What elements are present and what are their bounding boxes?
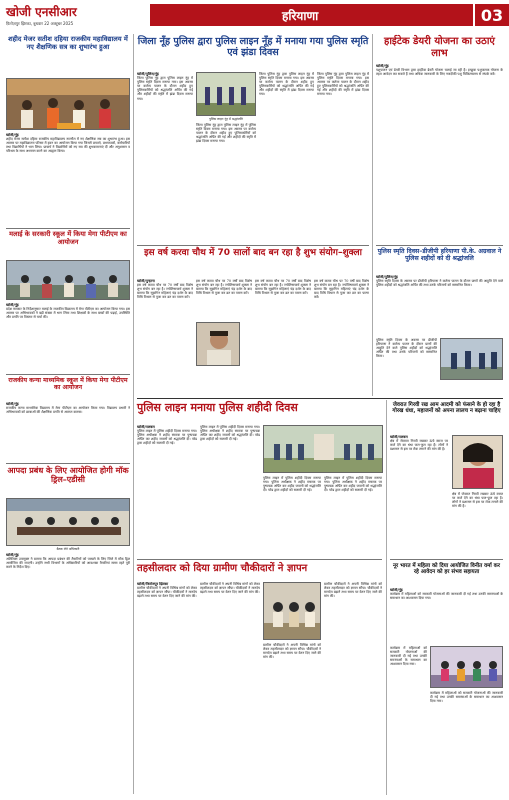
meeting-photo [7,499,130,546]
story6-dateline: खोजी/नूंह [376,64,389,68]
divider [137,398,503,399]
story5-column-3 [259,72,314,242]
ceremony-photo [7,79,130,130]
story11-headline: तहसीलदार को दिया ग्रामीण चौकीदारों ने ज्ञापन [137,563,308,574]
divider [390,559,503,560]
story3-headline: राजकीय कन्या माध्यमिक स्कूल में किया मेगा पीटीएम का आयोजन [8,377,128,392]
story1-column [6,133,130,225]
column-divider [372,34,373,396]
story11-body: ग्रामीण चौकीदारों ने अपनी विभिन्न मांगों को लेकर तहसीलदार को ज्ञापन सौंपा। चौकीदारों ने मानदेय बढ़ाने तथा समय पर वेतन दिए जाने की मांग की। [137,586,197,599]
story12-body-cont: कार्यक्रम में महिलाओं को सरकारी योजनाओं की जानकारी दी गई तथा उनकी समस्याओं के समाधान का आश्वासन दिया गया। [390,646,427,667]
story4-column [6,553,130,793]
story9-dateline: खोजी/पलवल [137,425,155,429]
divider [137,559,382,560]
story12-body: कार्यक्रम में महिलाओं को सरकारी योजनाओं की जानकारी दी गई तथा उनकी समस्याओं के समाधान का आश्वासन दिया गया। [390,592,503,601]
story11-column-2 [200,582,260,794]
story6-column [376,64,503,242]
story9-column-4 [324,476,382,555]
story9-body: पुलिस लाइन में पुलिस शहीदी दिवस मनाया गया। पुलिस अधीक्षक ने शहीद स्मारक पर पुष्पचक्र अर्पित कर शहीद जवानों को श्रद्धांजलि दी। परेड द्वारा शहीदों को सलामी दी गई। [137,429,197,446]
story8-dateline: खोजी/पुलिस/नूंह [376,275,398,279]
story10-column [390,435,448,555]
story11-column-4 [324,582,382,794]
story10-headline: जेवरात गिरवी रख आम आदमी को फंसाने के हो रहा है गोरख धंधा, महाजनों को अपना लालच न बढ़ाना चाहिए [392,402,501,415]
story10-column-2 [452,492,503,555]
story2-dateline: खोजी/नूंह [6,303,19,307]
story5-caption: पुलिस लाइन नूंह में श्रद्धांजलि [209,117,243,121]
story6-body: पशुपालन एवं डेयरी विभाग द्वारा हाईटेक डेयरी योजना चलाई जा रही है। इच्छुक पशुपालक योजना के तहत आवेदन कर सकते हैं तथा अधिक जानकारी के लिए नजदीकी पशु चिकित्सालय से संपर्क करें। [376,68,503,77]
story5-body: जिला पुलिस नूंह द्वारा पुलिस लाइन नूंह में पुलिस स्मृति दिवस मनाया गया। इस अवसर पर कर्तव्य पालन के दौरान शहीद हुए पुलिसकर्मियों को श्रद्धांजलि अर्पित की गई और शहीदों की स्मृति में झंडा दिवस मनाया गया। [137,76,193,101]
story8-body-cont: पुलिस स्मृति दिवस के अवसर पर डीजीपी हरियाणा ने कर्तव्य पालन के दौरान प्राणों की आहुति देने वाले पुलिस शहीदों को श्रद्धांजलि अर्पित की तथा उनके परिजनों को सम्मानित किया। [376,338,437,359]
story1-photo [6,78,130,130]
story10-body: क्षेत्र में जेवरात गिरवी रखकर ऊंचे ब्याज पर कर्ज देने का धंधा फल-फूल रहा है। लोगों ने प्रशासन से इस पर रोक लगाने की मांग की है। [390,439,448,452]
story11-dateline: खोजी/फिरोजपुर झिरका [137,582,169,586]
portrait-photo [197,323,240,366]
story4-caption: बैठक लेते अधिकारी [56,547,80,551]
story8-body: पुलिस स्मृति दिवस के अवसर पर डीजीपी हरियाणा ने कर्तव्य पालन के दौरान प्राणों की आहुति देने वाले पुलिस शहीदों को श्रद्धांजलि अर्पित की तथा उनके परिजनों को सम्मानित किया। [376,279,503,288]
story9-body-cont2: पुलिस लाइन में पुलिस शहीदी दिवस मनाया गया। पुलिस अधीक्षक ने शहीद स्मारक पर पुष्पचक्र अर्पित कर शहीद जवानों को श्रद्धांजलि दी। परेड द्वारा शहीदों को सलामी दी गई। [263,476,321,493]
story9-column-2 [200,425,260,555]
story9-column-1 [137,425,197,555]
story5-body-cont: जिला पुलिस नूंह द्वारा पुलिस लाइन नूंह में पुलिस स्मृति दिवस मनाया गया। इस अवसर पर कर्तव्य पालन के दौरान शहीद हुए पुलिसकर्मियों को श्रद्धांजलि अर्पित की गई और शहीदों की स्मृति में झंडा दिवस मनाया गया। [196,123,256,144]
story12-column-2 [390,646,427,794]
story9-photo [263,425,383,473]
story7-column-1 [137,279,193,394]
divider [6,374,130,375]
story4-photo [6,498,130,546]
story2-column [6,303,130,371]
dgp-tribute-photo [441,339,503,380]
column-divider [386,400,387,795]
page-number: 03 [475,4,509,26]
section-banner [150,4,473,26]
police-parade-photo [197,73,256,116]
story7-body-cont3: इस वर्ष करवा चौथ पर 70 वर्षों बाद विशेष शुभ संयोग बन रहा है। ज्योतिषाचार्य शुक्ला ने बताया कि सुहागिन महिलाएं चंद्र दर्शन के बाद विधि विधान से पूजा कर व्रत का पारण करें। [314,279,369,300]
story2-headline: मलाई के सरकारी स्कूल में किया मेगा पीटीएम का आयोजन [9,230,127,246]
divider [137,245,369,246]
story11-body-cont: ग्रामीण चौकीदारों ने अपनी विभिन्न मांगों को लेकर तहसीलदार को ज्ञापन सौंपा। चौकीदारों ने मानदेय बढ़ाने तथा समय पर वेतन दिए जाने की मांग की। [200,582,260,595]
masthead-left [0,0,150,30]
story5-body-cont3: जिला पुलिस नूंह द्वारा पुलिस लाइन नूंह में पुलिस स्मृति दिवस मनाया गया। इस अवसर पर कर्तव्य पालन के दौरान शहीद हुए पुलिसकर्मियों को श्रद्धांजलि अर्पित की गई और शहीदों की स्मृति में झंडा दिवस मनाया गया। [317,72,369,97]
story10-portrait [452,435,503,489]
story12-headline: नूर भारत में महिला को दिया आयोजित विनीत वर्मा कर रहे आवेदन को हर संभव सहायता [393,563,500,576]
story11-body-cont2: ग्रामीण चौकीदारों ने अपनी विभिन्न मांगों को लेकर तहसीलदार को ज्ञापन सौंपा। चौकीदारों ने मानदेय बढ़ाने तथा समय पर वेतन दिए जाने की मांग की। [263,643,321,660]
story5-column-4 [317,72,369,242]
story7-headline: इस वर्ष करवा चौथ में 70 सालों बाद बन रहा है शुभ संयोग–शुक्ला [144,248,362,258]
story5-headline: जिला नूँह पुलिस द्वारा पुलिस लाइन नूँह में मनाया गया पुलिस स्मृति एवं झंडा दिवस [137,36,369,59]
story9-body-cont3: पुलिस लाइन में पुलिस शहीदी दिवस मनाया गया। पुलिस अधीक्षक ने शहीद स्मारक पर पुष्पचक्र अर्पित कर शहीद जवानों को श्रद्धांजलि दी। परेड द्वारा शहीदों को सलामी दी गई। [324,476,382,493]
story12-column-3 [430,691,503,794]
story1-dateline: खोजी/नूंह [6,133,19,137]
story11-body-cont3: ग्रामीण चौकीदारों ने अपनी विभिन्न मांगों को लेकर तहसीलदार को ज्ञापन सौंपा। चौकीदारों ने मानदेय बढ़ाने तथा समय पर वेतन दिए जाने की मांग की। [324,582,382,599]
column-divider [133,34,134,794]
women-program-photo [431,647,503,688]
story11-column-3 [263,643,321,794]
story8-column-2 [376,338,437,394]
woman-portrait-photo [453,436,503,489]
story9-column-3 [263,476,321,555]
memorandum-photo [264,583,321,640]
story12-body-cont2: कार्यक्रम में महिलाओं को सरकारी योजनाओं की जानकारी दी गई तथा उनकी समस्याओं के समाधान का आश्वासन दिया गया। [430,691,503,704]
story1-body: शहीद मेजर सतीश दहिया राजकीय महाविद्यालय नारनौल में नए शैक्षणिक सत्र का शुभारंभ हुआ। इस अवसर पर महाविद्यालय परिसर में हवन का आयोजन किया गया जिसमें प्राचार्य, प्राध्यापकों, कर्मचारियों तथा विद्यार्थियों ने भाग लिया। प्राचार्य ने विद्यार्थियों को नए सत्र की शुभकामनाएं दीं और अनुशासन व परिश्रम के साथ अध्ययन करने का आह्वान किया। [6,137,130,154]
story5-column-1 [137,72,193,242]
story10-body-cont: क्षेत्र में जेवरात गिरवी रखकर ऊंचे ब्याज पर कर्ज देने का धंधा फल-फूल रहा है। लोगों ने प्रशासन से इस पर रोक लगाने की मांग की है। [452,492,503,509]
ptm-photo [7,261,130,300]
story4-dateline: खोजी/नूंह [6,553,19,557]
story8-headline: पुलिस स्मृति दिवस–डीजीपी हरियाणा पी.के. अग्रवाल ने पुलिस शहीदों को दी श्रद्धांजलि [377,248,502,263]
story8-column [376,275,503,335]
story6-headline: हाईटेक डेयरी योजना का उठाएं लाभ [384,36,495,59]
story11-column-1 [137,582,197,794]
story2-photo [6,260,130,300]
story7-body-cont2: इस वर्ष करवा चौथ पर 70 वर्षों बाद विशेष शुभ संयोग बन रहा है। ज्योतिषाचार्य शुक्ला ने बताया कि सुहागिन महिलाएं चंद्र दर्शन के बाद विधि विधान से पूजा कर व्रत का पारण करें। [255,279,311,296]
story1-headline: शहीद मेजर सतीश दहिया राजकीय महाविद्यालय में नए शैक्षणिक सत्र का शुभारंभ हुआ [8,35,128,51]
story11-photo [263,582,321,640]
story9-body-cont: पुलिस लाइन में पुलिस शहीदी दिवस मनाया गया। पुलिस अधीक्षक ने शहीद स्मारक पर पुष्पचक्र अर्पित कर शहीद जवानों को श्रद्धांजलि दी। परेड द्वारा शहीदों को सलामी दी गई। [200,425,260,442]
date-line: फ़िरोज़पुर झिरका, बुधवार 22 अक्टूबर 2025 [6,21,74,26]
story5-column-2 [196,123,256,242]
newspaper-logo: खोजी एनसीआर [6,5,77,19]
divider [6,228,130,229]
story3-column [6,402,130,460]
divider [376,245,503,246]
story7-portrait [196,322,240,366]
story12-dateline: खोजी/नूंह [390,588,403,592]
story9-headline: पुलिस लाइन मनाया पुलिस शहीदी दिवस [137,401,298,414]
story7-body: इस वर्ष करवा चौथ पर 70 वर्षों बाद विशेष शुभ संयोग बन रहा है। ज्योतिषाचार्य शुक्ला ने बताया कि सुहागिन महिलाएं चंद्र दर्शन के बाद विधि विधान से पूजा कर व्रत का पारण करें। [137,283,193,300]
story7-body-cont: इस वर्ष करवा चौथ पर 70 वर्षों बाद विशेष शुभ संयोग बन रहा है। ज्योतिषाचार्य शुक्ला ने बताया कि सुहागिन महिलाएं चंद्र दर्शन के बाद विधि विधान से पूजा कर व्रत का पारण करें। [196,279,252,296]
story3-dateline: खोजी/नूंह [6,402,19,406]
story7-dateline: खोजी/पुन्हाना [137,279,155,283]
story4-headline: आपदा प्रबंध के लिए आयोजित होगी मॉक ड्रिल–एडीसी [7,466,129,485]
masthead [0,0,509,30]
divider [6,463,130,464]
story3-body: राजकीय कन्या माध्यमिक विद्यालय में मेगा पीटीएम का आयोजन किया गया। विद्यालय प्रभारी ने अभिभावकों को छात्राओं की शैक्षणिक प्रगति से अवगत कराया। [6,406,130,415]
story7-column-3 [255,279,311,394]
story2-body: प्रदेश सरकार के निर्देशानुसार मलाई के राजकीय विद्यालय में मेगा पीटीएम का आयोजन किया गया। इस अवसर पर अभिभावकों ने बड़ी संख्या में भाग लिया तथा शिक्षकों के साथ बच्चों की पढ़ाई, उपस्थिति और प्रगति पर विस्तार से चर्चा की। [6,307,130,320]
story4-body: अतिरिक्त उपायुक्त ने बताया कि आपदा प्रबंधन की तैयारियों को परखने के लिए जिले में मॉक ड्रिल आयोजित की जाएगी। उन्होंने सभी विभागों के अधिकारियों को आवश्यक तैयारियां समय रहते पूरी करने के निर्देश दिए। [6,557,130,570]
story5-dateline: खोजी/पुलिस/नूंह [137,72,159,76]
story7-column-4 [314,279,369,394]
martyrs-day-photo [264,426,383,473]
story12-photo [430,646,503,688]
story7-column-2 [196,279,252,319]
story5-body-cont2: जिला पुलिस नूंह द्वारा पुलिस लाइन नूंह में पुलिस स्मृति दिवस मनाया गया। इस अवसर पर कर्तव्य पालन के दौरान शहीद हुए पुलिसकर्मियों को श्रद्धांजलि अर्पित की गई और शहीदों की स्मृति में झंडा दिवस मनाया गया। [259,72,314,97]
story8-photo [440,338,503,380]
section-title: हरियाणा [282,8,319,23]
story10-dateline: खोजी/पलवल [390,435,408,439]
story5-photo [196,72,256,116]
story12-column [390,588,503,643]
